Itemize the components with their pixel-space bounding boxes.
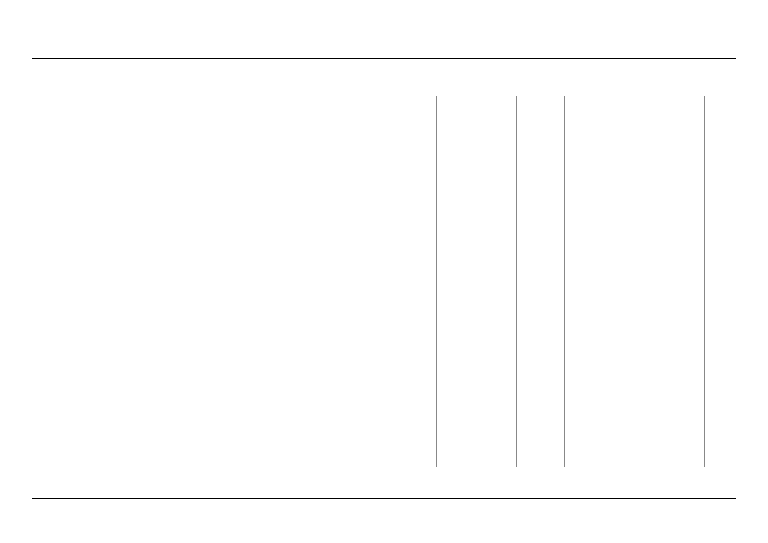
column-divider bbox=[436, 96, 437, 467]
header-rule bbox=[32, 58, 736, 59]
column-divider bbox=[704, 96, 705, 467]
column-divider bbox=[564, 96, 565, 467]
footer-rule bbox=[32, 498, 736, 499]
column-headers bbox=[0, 96, 768, 106]
column-divider bbox=[516, 96, 517, 467]
